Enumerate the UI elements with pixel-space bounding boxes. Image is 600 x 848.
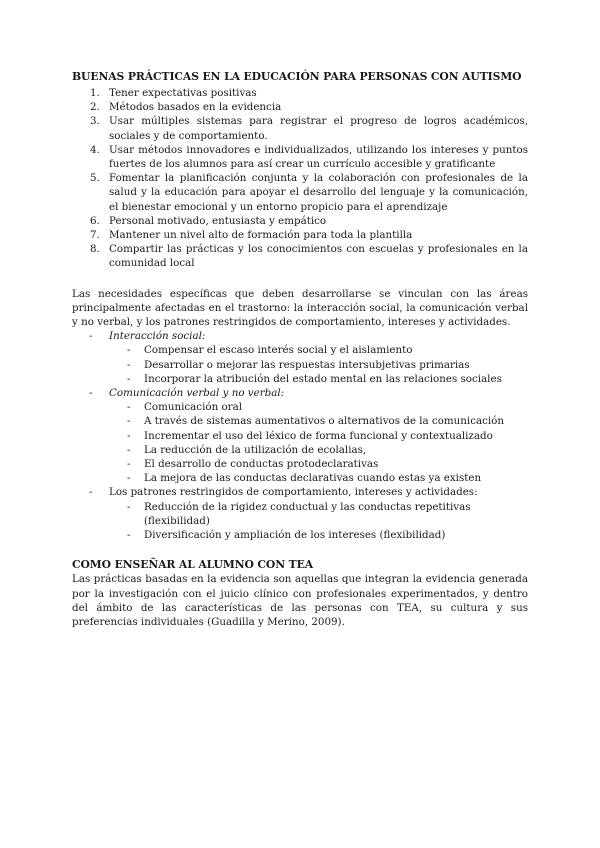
dash-bullet: - [89,486,93,499]
needs-group-comunicacion [72,386,528,485]
list-item: - La reducción de la utilización de ecolalias, [127,443,367,456]
group-label: Los patrones restringidos de comportamiento, intereses y actividades: [109,486,478,499]
list-item: 7. Mantener un nivel alto de formación para toda la plantilla [90,229,413,242]
document-page [72,70,528,629]
group-label: Comunicación verbal y no verbal: [109,387,285,400]
group-label: Interacción social: [109,330,206,343]
needs-group-patrones-restringidos [72,485,528,542]
list-item: 5. Fomentar la planificación conjunta y la colaboración con profesionales de la salud y la educación para apoyar el desarrollo del lenguaje y la comunicación, el bienestar emocional y un entorno propicio para el aprendizaje [90,172,528,213]
list-item: - La mejora de las conductas declarativas cuando estas ya existen [127,472,482,485]
sub-list [109,343,528,386]
sub-list [109,400,528,485]
buenas-practicas-list [72,86,528,271]
list-item: - Diversificación y ampliación de los intereses (flexibilidad) [127,529,446,542]
needs-group-interaccion-social [72,329,528,386]
needs-list [72,329,528,542]
list-item: 2. Métodos basados en la evidencia [90,101,282,114]
como-ensenar-paragraph: Las prácticas basadas en la evidencia son aquellas que integran la evidencia generada por la investigación con el juicio clínico con profesionales experimentados, y dentro del ámbito de las características de las personas con TEA, su cultura y sus preferencias individuales (Guadilla y Merino, 2009). [72,573,528,628]
section-title-como-ensenar: COMO ENSEÑAR AL ALUMNO CON TEA [72,558,313,572]
section-title-buenas-practicas: BUENAS PRÁCTICAS EN LA EDUCACIÓN PARA PERSONAS CON AUTISMO [72,70,522,83]
dash-bullet: - [89,387,93,400]
list-item: - Comunicación oral [127,401,243,414]
list-item: 6. Personal motivado, entusiasta y empático [90,214,327,227]
list-item: 8. Compartir las prácticas y los conocimientos con escuelas y profesionales en la comunidad local [90,243,528,270]
list-item: - Compensar el escaso interés social y el aislamiento [127,344,413,357]
list-item: 1. Tener expectativas positivas [90,87,257,99]
list-item: - Reducción de la rigidez conductual y las conductas repetitivas (flexibilidad) [127,500,471,527]
needs-intro-paragraph: Las necesidades específicas que deben desarrollarse se vinculan con las áreas principalmente afectadas en el trastorno: la interacción social, la comunicación verbal y no verbal, y los patrones restringidos de comportamiento, intereses y actividades. [72,287,528,329]
list-item: - El desarrollo de conductas protodeclarativas [127,458,379,471]
list-item: 4. Usar métodos innovadores e individualizados, utilizando los intereses y puntos fuertes de los alumnos para así crear un currículo accesible y gratificante [90,143,528,171]
dash-bullet: - [89,330,93,343]
list-item: 3. Usar múltiples sistemas para registrar el progreso de logros académicos, sociales y de comportamiento. [90,115,528,142]
list-item: - A través de sistemas aumentativos o alternativos de la comunicación [127,415,505,428]
list-item: - Desarrollar o mejorar las respuestas intersubjetivas primarias [127,358,470,371]
sub-list [109,500,528,543]
list-item: - Incrementar el uso del léxico de forma funcional y contextualizado [127,429,493,442]
list-item: - Incorporar la atribución del estado mental en las relaciones sociales [127,372,502,385]
